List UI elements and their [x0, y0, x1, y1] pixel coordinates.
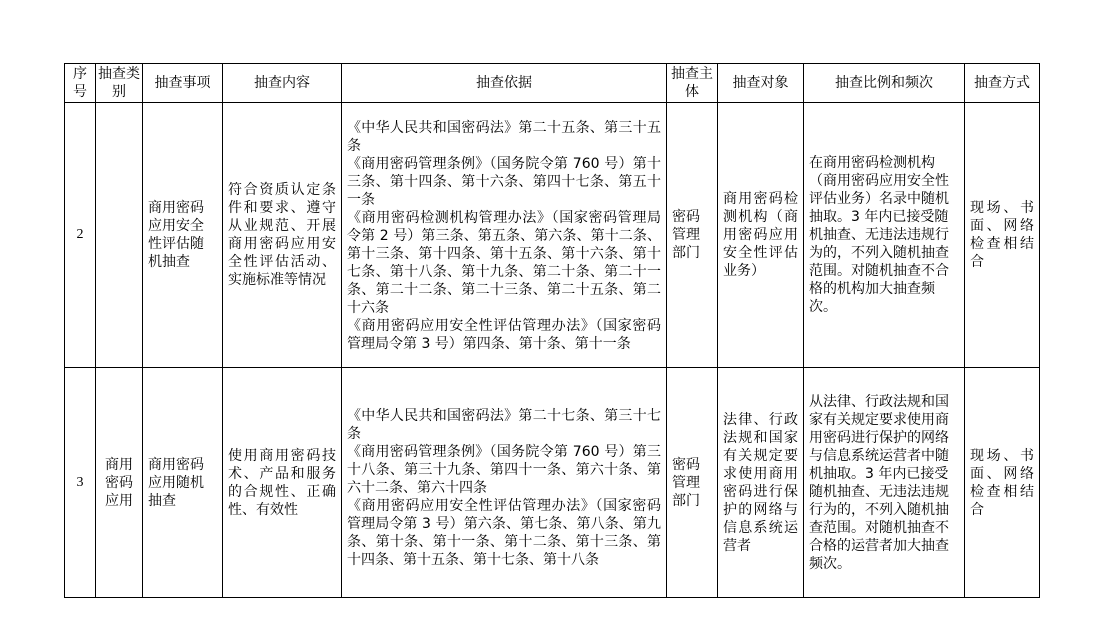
header-row: [65, 64, 1040, 103]
header-object: 抽查对象: [718, 64, 804, 103]
header-method: 抽查方式: [965, 64, 1040, 103]
row-item: 商用密码应用安全性评估随机抽查: [143, 103, 223, 368]
row-item: 商用密码应用随机抽查: [143, 368, 223, 598]
header-content: 抽查内容: [223, 64, 342, 103]
row-category: [96, 103, 143, 368]
row-number: 2: [65, 103, 96, 368]
basis-line: 《商用密码管理条例》（国务院令第 760 号）第十三条、第十四条、第十六条、第四十七条、第五十一条: [347, 156, 661, 208]
header-ratio: 抽查比例和频次: [804, 64, 965, 103]
basis-line: 《商用密码应用安全性评估管理办法》（国家密码管理局令第 3 号）第六条、第七条、第八条、第九条、第十条、第十一条、第十二条、第十三条、第十四条、第十五条、第十七条、第十八条: [347, 497, 661, 568]
header-item: 抽查事项: [143, 64, 223, 103]
row-subject: 密码管理部门: [667, 368, 718, 598]
row-content: 符合资质认定条件和要求、遵守从业规范、开展商用密码应用安全性评估活动、实施标准等情况: [223, 103, 342, 368]
table-row: [65, 103, 1040, 368]
basis-line: 《中华人民共和国密码法》第二十五条、第三十五条: [347, 120, 661, 154]
basis-line: 《中华人民共和国密码法》第二十七条、第三十七条: [347, 407, 661, 442]
row-ratio: 在商用密码检测机构（商用密码应用安全性评估业务）名录中随机抽取。3 年内已接受随机抽查、无违法违规行为的，不列入随机抽查范围。对随机抽查不合格的机构加大抽查频次。: [804, 103, 965, 368]
table-row: [65, 368, 1040, 598]
row-method: 现场、书面、网络检查相结合: [965, 103, 1040, 368]
row-content: 使用商用密码技术、产品和服务的合规性、正确性、有效性: [223, 368, 342, 598]
row-basis: [342, 368, 667, 598]
row-object: 商用密码检测机构（商用密码应用安全性评估业务）: [718, 103, 804, 368]
row-object: 法律、行政法规和国家有关规定要求使用商用密码进行保护的网络与信息系统运营者: [718, 368, 804, 598]
basis-line: 《商用密码应用安全性评估管理办法》（国家密码管理局令第 3 号）第四条、第十条、第十一条: [347, 318, 661, 352]
basis-line: 《商用密码管理条例》（国务院令第 760 号）第三十八条、第三十九条、第四十一条、第六十条、第六十二条、第六十四条: [347, 443, 661, 496]
row-ratio: 从法律、行政法规和国家有关规定要求使用商用密码进行保护的网络与信息系统运营者中随机抽取。3 年内已接受随机抽查、无违法违规行为的，不列入随机抽查范围。对随机抽查不合格的运营者加大抽查频次。: [804, 368, 965, 598]
row-subject: 密码管理部门: [667, 103, 718, 368]
row-number: 3: [65, 368, 96, 598]
inspection-table: [64, 63, 1040, 598]
row-category: 商用密码应用: [96, 368, 143, 598]
row-basis: [342, 103, 667, 368]
row-method: 现场、书面、网络检查相结合: [965, 368, 1040, 598]
header-num: 序号: [65, 64, 96, 103]
header-subject: 抽查主体: [667, 64, 718, 103]
basis-line: 《商用密码检测机构管理办法》（国家密码管理局令第 2 号）第三条、第五条、第六条、第十二条、第十三条、第十四条、第十五条、第十六条、第十七条、第十八条、第十九条、第二十条、第二十一条、第二十二条、第二十三条、第二十五条、第二十六条: [347, 210, 661, 316]
header-category: 抽查类别: [96, 64, 143, 103]
header-basis: 抽查依据: [342, 64, 667, 103]
